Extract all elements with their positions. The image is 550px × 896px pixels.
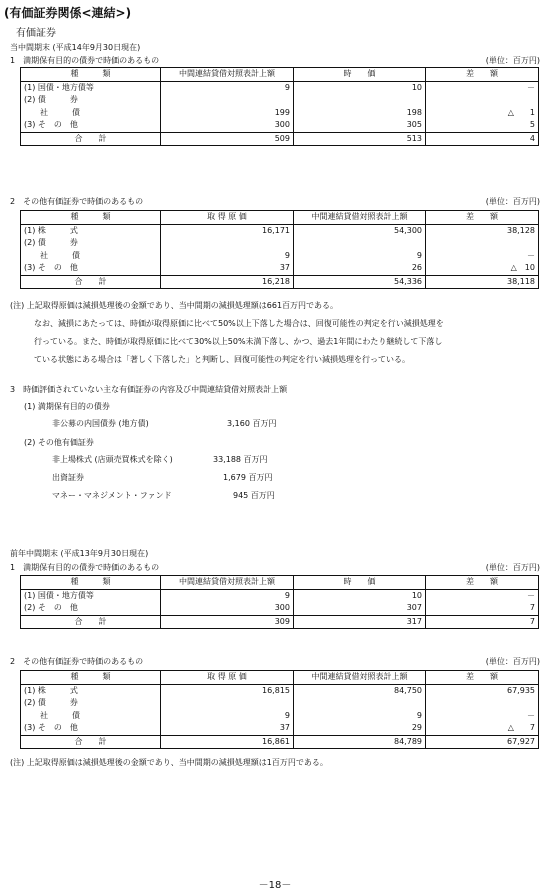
- table-cell: [426, 697, 539, 710]
- column-header: 中間連結貸借対照表計上額: [294, 671, 426, 685]
- table-cell: 67,927: [426, 735, 539, 749]
- table-cell: 7: [426, 615, 539, 629]
- table-cell: －: [426, 81, 539, 94]
- table-cell: 67,935: [426, 684, 539, 697]
- table-cell: [294, 697, 426, 710]
- table-cell: [426, 94, 539, 107]
- column-header: 差 額: [426, 211, 539, 225]
- table-cell: [161, 697, 294, 710]
- section3-item-label: 出資証券: [52, 473, 84, 482]
- row-label: (1) 国債・地方債等: [21, 81, 161, 94]
- table-row: [21, 224, 539, 237]
- table-cell: 317: [294, 615, 426, 629]
- table-cell: 38,118: [426, 275, 539, 289]
- column-header: 種 類: [21, 576, 161, 590]
- table-cell: －: [426, 589, 539, 602]
- table-cell: －: [426, 250, 539, 263]
- table-cell: [161, 94, 294, 107]
- table-cell: －: [426, 710, 539, 723]
- section3-item-value: 33,188 百万円: [213, 455, 268, 464]
- column-header: 種 類: [21, 68, 161, 82]
- row-label: (2) 債 券: [21, 237, 161, 250]
- table-cell: 9: [161, 589, 294, 602]
- table-cell: 10: [294, 81, 426, 94]
- table-cell: 4: [426, 132, 539, 146]
- table-row: [21, 250, 539, 263]
- current-note-line: (注) 上記取得原価は減損処理後の金額であり、当中間期の減損処理額は661百万円である。: [10, 301, 339, 310]
- row-label: 社 債: [21, 250, 161, 263]
- current-held-to-maturity-table: [20, 67, 539, 146]
- column-header: 差 額: [426, 68, 539, 82]
- table-cell: [161, 237, 294, 250]
- table-cell: 9: [294, 710, 426, 723]
- current-t1-title: 1 満期保有目的の債券で時価のあるもの: [10, 56, 160, 65]
- table-row: [21, 722, 539, 735]
- table-row: [21, 697, 539, 710]
- table-total-row: [21, 275, 539, 289]
- row-label: (1) 株 式: [21, 224, 161, 237]
- table-row: [21, 710, 539, 723]
- table-cell: 37: [161, 262, 294, 275]
- current-t2-unit: (単位：百万円): [485, 197, 540, 206]
- current-other-securities-table: [20, 210, 539, 289]
- table-header-row: [21, 68, 539, 82]
- table-cell: 509: [161, 132, 294, 146]
- table-cell: 16,861: [161, 735, 294, 749]
- previous-t1-title: 1 満期保有目的の債券で時価のあるもの: [10, 563, 160, 572]
- table-cell: 307: [294, 602, 426, 615]
- previous-t2-title: 2 その他有価証券で時価のあるもの: [10, 657, 144, 666]
- table-cell: 9: [161, 710, 294, 723]
- table-cell: 10: [294, 589, 426, 602]
- table-row: [21, 94, 539, 107]
- table-cell: 54,300: [294, 224, 426, 237]
- row-label: (2) 債 券: [21, 94, 161, 107]
- column-header: 種 類: [21, 671, 161, 685]
- table-header-row: [21, 576, 539, 590]
- column-header: 差 額: [426, 671, 539, 685]
- table-row: [21, 237, 539, 250]
- section3-item-label: 非上場株式 (店頭売買株式を除く): [52, 455, 173, 464]
- column-header: 種 類: [21, 211, 161, 225]
- table-cell: 198: [294, 107, 426, 120]
- row-label: (1) 国債・地方債等: [21, 589, 161, 602]
- section-title: 有価証券: [16, 28, 56, 39]
- row-label: (3) そ の 他: [21, 262, 161, 275]
- table-cell: 84,789: [294, 735, 426, 749]
- column-header: 中間連結貸借対照表計上額: [294, 211, 426, 225]
- current-note-line: ている状態にある場合は「著しく下落した」と判断し、回復可能性の判定を行い減損処理を行っている。: [34, 355, 410, 364]
- column-header: 時 価: [294, 68, 426, 82]
- table-cell: 37: [161, 722, 294, 735]
- table-row: [21, 119, 539, 132]
- table-cell: 300: [161, 119, 294, 132]
- column-header: 中間連結貸借対照表計上額: [161, 576, 294, 590]
- table-cell: 309: [161, 615, 294, 629]
- section3-item-value: 945 百万円: [233, 491, 275, 500]
- section3-item-label: 非公募の内国債券 (地方債): [52, 419, 149, 428]
- table-cell: 38,128: [426, 224, 539, 237]
- row-label: (3) そ の 他: [21, 722, 161, 735]
- row-label: 合 計: [21, 132, 161, 146]
- row-label: (3) そ の 他: [21, 119, 161, 132]
- table-cell: 9: [161, 250, 294, 263]
- row-label: (2) そ の 他: [21, 602, 161, 615]
- row-label: 合 計: [21, 615, 161, 629]
- column-header: 取 得 原 価: [161, 211, 294, 225]
- table-header-row: [21, 671, 539, 685]
- current-note-line: なお、減損にあたっては、時価が取得原価に比べて50%以上下落した場合は、回復可能性の判定を行い減損処理を: [34, 319, 444, 328]
- previous-note-line: (注) 上記取得原価は減損処理後の金額であり、当中間期の減損処理額は1百万円である。: [10, 758, 328, 767]
- table-total-row: [21, 615, 539, 629]
- table-cell: △ 10: [426, 262, 539, 275]
- section3-item-label: マネー・マネジメント・ファンド: [52, 491, 172, 500]
- current-t2-title: 2 その他有価証券で時価のあるもの: [10, 197, 144, 206]
- current-t1-unit: (単位：百万円): [485, 56, 540, 65]
- page-number: －18－: [258, 880, 292, 891]
- table-cell: 54,336: [294, 275, 426, 289]
- table-cell: 9: [294, 250, 426, 263]
- table-cell: 199: [161, 107, 294, 120]
- table-cell: 29: [294, 722, 426, 735]
- section3-sub1: (1) 満期保有目的の債券: [24, 402, 110, 411]
- table-cell: [294, 94, 426, 107]
- previous-t1-unit: (単位：百万円): [485, 563, 540, 572]
- table-cell: △ 1: [426, 107, 539, 120]
- column-header: 取 得 原 価: [161, 671, 294, 685]
- row-label: 社 債: [21, 710, 161, 723]
- previous-t2-unit: (単位：百万円): [485, 657, 540, 666]
- table-cell: 84,750: [294, 684, 426, 697]
- row-label: 合 計: [21, 735, 161, 749]
- column-header: 時 価: [294, 576, 426, 590]
- column-header: 差 額: [426, 576, 539, 590]
- previous-held-to-maturity-table: [20, 575, 539, 629]
- table-cell: 5: [426, 119, 539, 132]
- table-cell: 513: [294, 132, 426, 146]
- table-cell: [294, 237, 426, 250]
- table-cell: 300: [161, 602, 294, 615]
- table-cell: 16,218: [161, 275, 294, 289]
- previous-period-label: 前年中間期末 (平成13年9月30日現在): [10, 549, 149, 558]
- section3-item-value: 1,679 百万円: [223, 473, 273, 482]
- section3-item-value: 3,160 百万円: [227, 419, 277, 428]
- previous-other-securities-table: [20, 670, 539, 749]
- table-cell: [426, 237, 539, 250]
- column-header: 中間連結貸借対照表計上額: [161, 68, 294, 82]
- table-row: [21, 81, 539, 94]
- table-cell: 16,815: [161, 684, 294, 697]
- table-cell: △ 7: [426, 722, 539, 735]
- row-label: 社 債: [21, 107, 161, 120]
- table-cell: 7: [426, 602, 539, 615]
- current-period-label: 当中間期末 (平成14年9月30日現在): [10, 43, 141, 52]
- table-cell: 16,171: [161, 224, 294, 237]
- page-title: (有価証券関係<連結>): [4, 6, 132, 20]
- table-row: [21, 684, 539, 697]
- row-label: 合 計: [21, 275, 161, 289]
- table-row: [21, 589, 539, 602]
- row-label: (2) 債 券: [21, 697, 161, 710]
- section3-sub2: (2) その他有価証券: [24, 438, 94, 447]
- table-row: [21, 602, 539, 615]
- table-total-row: [21, 132, 539, 146]
- table-row: [21, 107, 539, 120]
- table-row: [21, 262, 539, 275]
- section3-title: 3 時価評価されていない主な有価証券の内容及び中間連結貸借対照表計上額: [10, 385, 288, 394]
- table-header-row: [21, 211, 539, 225]
- current-note-line: 行っている。また、時価が取得原価に比べて30%以上50%未満下落し、かつ、過去1年間にわたり継続して下落し: [34, 337, 443, 346]
- table-total-row: [21, 735, 539, 749]
- table-cell: 305: [294, 119, 426, 132]
- table-cell: 9: [161, 81, 294, 94]
- row-label: (1) 株 式: [21, 684, 161, 697]
- table-cell: 26: [294, 262, 426, 275]
